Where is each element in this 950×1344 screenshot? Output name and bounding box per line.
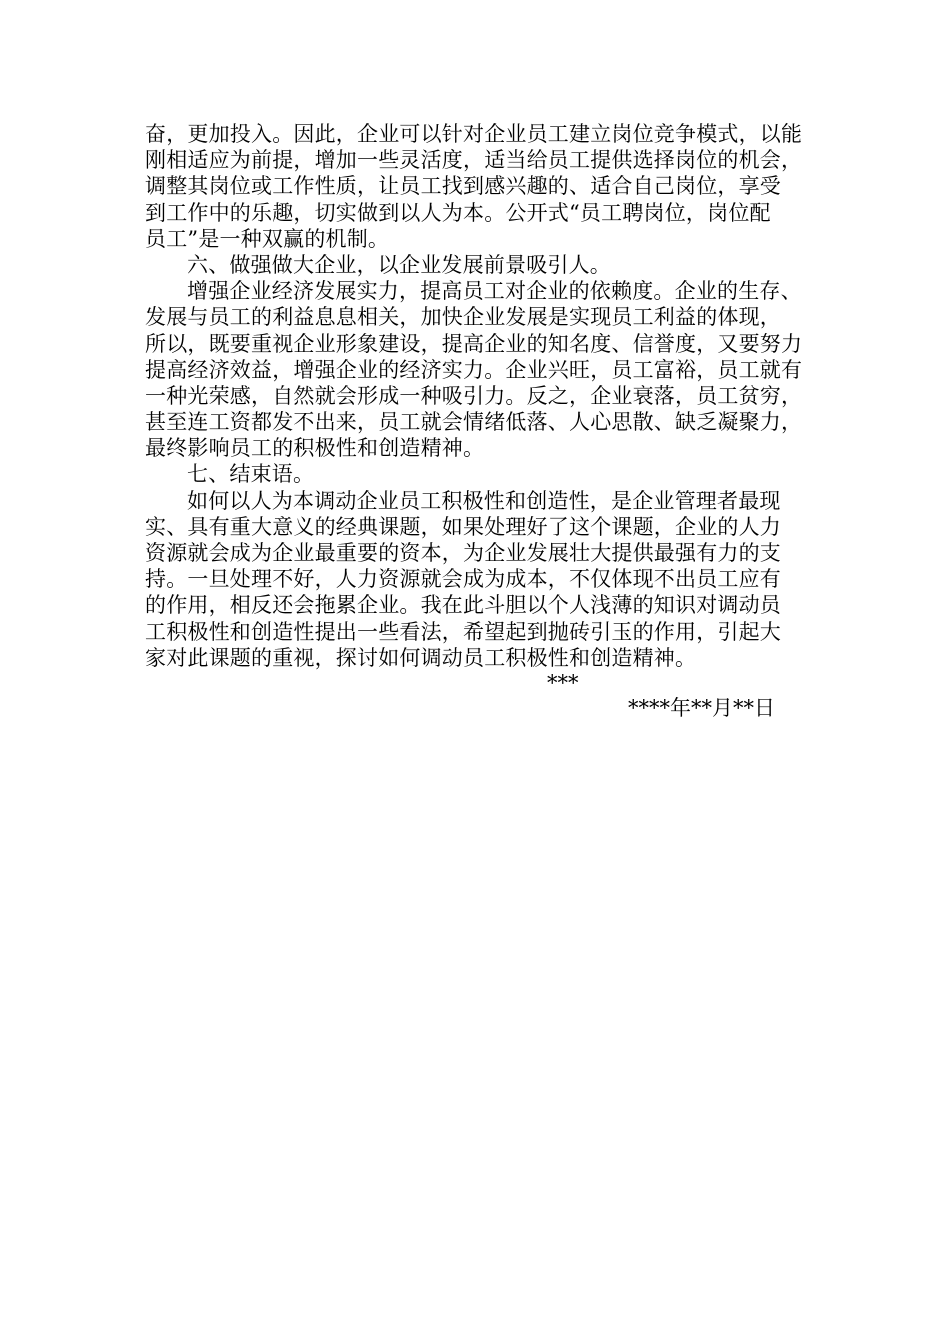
text-line: 提高经济效益，增强企业的经济实力。企业兴旺，员工富裕，员工就有	[145, 357, 803, 382]
author-signature: ***	[547, 671, 579, 695]
text-line: 资源就会成为企业最重要的资本，为企业发展壮大提供最强有力的支	[145, 541, 781, 565]
text-line: 一种光荣感，自然就会形成一种吸引力。反之，企业衰落，员工贫穷，	[145, 383, 803, 408]
section-heading: 六、做强做大企业，以企业发展前景吸引人。	[187, 252, 611, 277]
text-line: 所以，既要重视企业形象建设，提高企业的知名度、信誉度，又要努力	[145, 331, 803, 356]
text-line: 发展与员工的利益息息相关，加快企业发展是实现员工利益的体现，	[145, 305, 781, 330]
text-line: 如何以人为本调动企业员工积极性和创造性，是企业管理者最现	[187, 488, 781, 513]
text-line: 实、具有重大意义的经典课题，如果处理好了这个课题，企业的人力	[145, 514, 781, 539]
text-line: 到工作中的乐趣，切实做到以人为本。公开式“员工聘岗位，岗位配	[145, 200, 771, 225]
text-line: 甚至连工资都发不出来，员工就会情绪低落、人心思散、缺乏凝聚力，	[145, 410, 803, 435]
document-body	[145, 121, 820, 671]
section-heading: 七、结束语。	[187, 462, 315, 487]
text-line: 持。一旦处理不好，人力资源就会成为成本，不仅体现不出员工应有	[145, 567, 781, 592]
text-line: 最终影响员工的积极性和创造精神。	[145, 436, 485, 461]
document-date: ****年**月**日	[628, 696, 775, 720]
text-line: 家对此课题的重视，探讨如何调动员工积极性和创造精神。	[145, 645, 697, 670]
text-line: 调整其岗位或工作性质，让员工找到感兴趣的、适合自己岗位，享受	[145, 174, 781, 199]
text-line: 的作用，相反还会拖累企业。我在此斗胆以个人浅薄的知识对调动员	[145, 593, 781, 618]
text-line: 工积极性和创造性提出一些看法，希望起到抛砖引玉的作用，引起大	[145, 619, 781, 644]
text-line: 增强企业经济发展实力，提高员工对企业的依赖度。企业的生存、	[187, 279, 802, 304]
text-line: 员工”是一种双赢的机制。	[145, 226, 390, 251]
text-line: 奋，更加投入。因此，企业可以针对企业员工建立岗位竞争模式，以能	[145, 122, 803, 146]
text-line: 刚相适应为前提，增加一些灵活度，适当给员工提供选择岗位的机会，	[145, 148, 803, 173]
